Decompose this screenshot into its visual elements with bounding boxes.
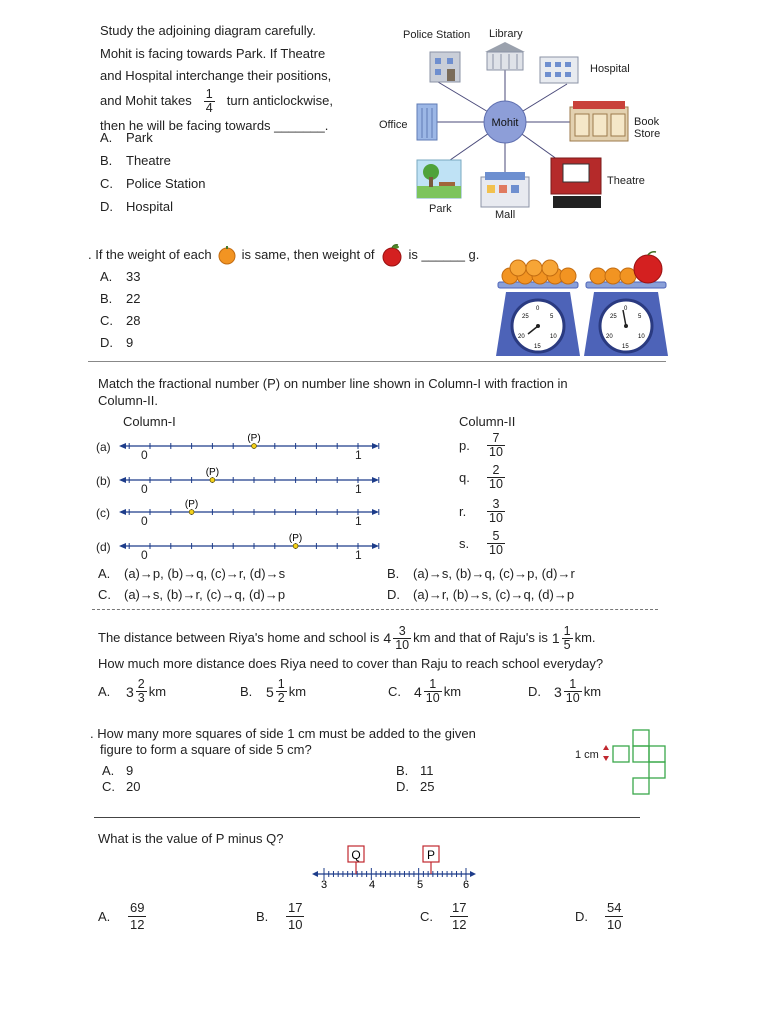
q1-frac-den: 4 (205, 100, 213, 115)
option-letter: B. (396, 763, 409, 778)
side-arrow-icon (603, 745, 609, 761)
frac-den: 5 (563, 638, 571, 652)
frac-den: 12 (452, 917, 467, 932)
q5-line-1: . How many more squares of side 1 cm must be added to the given (90, 726, 476, 741)
divider-2 (92, 609, 658, 610)
right-arrow-icon (372, 509, 379, 515)
q4-option-d[interactable] (528, 678, 601, 705)
column-1-heading: Column-I (123, 414, 176, 429)
option-text: 20 (126, 779, 141, 794)
frac-num: 2 (492, 463, 500, 477)
item-letter: r. (459, 504, 467, 519)
park-icon (417, 160, 461, 198)
q5-option-b[interactable] (396, 763, 434, 778)
divider-3 (94, 817, 640, 818)
frac-den: 10 (425, 691, 440, 705)
q1-option-d[interactable] (100, 199, 173, 214)
q1-line-4-pre: and Mohit takes (100, 92, 192, 108)
q3-option-c[interactable] (98, 587, 286, 602)
mixed-whole: 1 (551, 630, 560, 647)
option-fraction (286, 900, 304, 933)
frac-num: 17 (452, 900, 467, 915)
frac-num: 1 (429, 677, 437, 691)
item-fraction (487, 432, 505, 459)
q1-line-4 (100, 88, 333, 115)
option-letter: D. (396, 779, 409, 794)
q1-text (100, 20, 333, 137)
mixed-fraction (276, 678, 287, 705)
park-label: Park (429, 203, 452, 215)
option-letter: D. (575, 909, 588, 924)
left-arrow-icon (119, 509, 126, 515)
q5-question (90, 726, 476, 758)
right-dial-tick-25: 25 (610, 314, 617, 320)
left-dial-tick-5: 5 (550, 314, 554, 320)
book-store-icon (570, 101, 628, 141)
column-2-item-q (459, 464, 507, 491)
mixed-fraction (562, 625, 573, 652)
option-text: (a)→s, (b)→q, (c)→p, (d)→r (413, 566, 575, 581)
q4-option-b[interactable] (240, 678, 306, 705)
apple-icon (634, 252, 662, 283)
theatre-label: Theatre (607, 175, 645, 187)
left-dial-tick-10: 10 (550, 334, 557, 340)
option-letter: C. (98, 587, 111, 602)
police-station-label: Police Station (403, 29, 471, 41)
option-letter: C. (100, 313, 113, 328)
option-unit: km (583, 684, 602, 699)
library-label: Library (489, 28, 523, 40)
number-line (118, 462, 388, 498)
option-letter: A. (102, 763, 115, 778)
option-letter: B. (256, 909, 269, 924)
row-label: (b) (96, 474, 111, 488)
q3-question (98, 375, 568, 409)
option-letter: B. (240, 684, 253, 699)
option-fraction (450, 900, 468, 933)
q4-line-1 (98, 625, 596, 652)
number-line-zero: 0 (141, 514, 148, 528)
frac-num: 3 (398, 624, 406, 638)
point-p (252, 444, 257, 449)
mixed-whole: 4 (383, 630, 392, 647)
p-marker-label: P (426, 848, 436, 862)
hospital-label: Hospital (590, 63, 630, 75)
theatre-icon (551, 158, 601, 208)
q6-option-b[interactable] (256, 900, 306, 933)
column-2-item-p (459, 432, 507, 459)
option-letter: D. (387, 587, 400, 602)
number-line-one: 1 (355, 514, 362, 528)
point-p (210, 478, 215, 483)
q4-line-2: How much more distance does Riya need to cover than Raju to reach school everyday? (98, 656, 604, 671)
frac-den: 3 (137, 691, 145, 705)
frac-den: 10 (607, 917, 622, 932)
mixed-fraction (136, 678, 147, 705)
option-letter: D. (100, 199, 113, 214)
q5-line-2: figure to form a square of side 5 cm? (100, 742, 312, 757)
number-line (118, 494, 388, 530)
option-letter: A. (100, 130, 113, 145)
q2-text-post: is ______ g. (408, 246, 480, 262)
right-dial-tick-5: 5 (638, 314, 642, 320)
q2-option-d[interactable] (100, 335, 134, 350)
orange-icon (590, 268, 636, 284)
riya-distance (383, 625, 413, 652)
item-fraction (487, 464, 505, 491)
divider-1 (88, 361, 666, 362)
option-letter: B. (100, 291, 113, 306)
number-line (118, 528, 388, 564)
q5-option-d[interactable] (396, 779, 435, 794)
option-letter: D. (100, 335, 113, 350)
left-dial-tick-20: 20 (518, 334, 525, 340)
option-letter: C. (388, 684, 401, 699)
right-arrow-icon (372, 543, 379, 549)
mixed-whole: 5 (266, 683, 274, 700)
frac-num: 17 (288, 900, 303, 915)
frac-den: 10 (489, 543, 503, 557)
orange-icon (502, 260, 576, 284)
mixed-whole: 3 (554, 683, 562, 700)
q1-quarter-fraction (204, 88, 215, 115)
tick-label-6: 6 (462, 879, 470, 891)
left-arrow-icon (119, 543, 126, 549)
row-label: (d) (96, 540, 111, 554)
row-label: (c) (96, 506, 110, 520)
q6-option-c[interactable] (420, 900, 470, 933)
frac-den: 10 (288, 917, 303, 932)
q1-option-a[interactable] (100, 130, 153, 145)
book-store-label-2: Store (634, 128, 661, 140)
q6-option-d[interactable] (575, 900, 625, 933)
option-letter: C. (100, 176, 113, 191)
point-p (189, 510, 194, 515)
item-letter: p. (459, 438, 470, 453)
option-letter: B. (387, 566, 400, 581)
frac-num: 69 (130, 900, 145, 915)
frac-den: 2 (277, 691, 285, 705)
right-dial-tick-15: 15 (622, 344, 629, 350)
mixed-whole: 3 (126, 683, 134, 700)
option-text: Hospital (126, 199, 173, 214)
q6-question: What is the value of P minus Q? (98, 831, 284, 846)
library-icon (485, 42, 525, 70)
number-line-one: 1 (355, 548, 362, 562)
column-2-heading: Column-II (459, 414, 516, 429)
frac-num: 5 (492, 529, 500, 543)
pq-number-line (310, 842, 480, 892)
point-p (293, 544, 298, 549)
option-letter: A. (98, 566, 111, 581)
option-text: 9 (126, 335, 134, 350)
mixed-fraction (424, 678, 442, 705)
hospital-icon (540, 57, 578, 83)
point-p-label: (P) (205, 467, 220, 478)
frac-num: 1 (569, 677, 577, 691)
q1-line-2: Mohit is facing towards Park. If Theatre (100, 45, 326, 61)
right-scale-icon (584, 252, 668, 356)
q5-option-c[interactable] (102, 779, 141, 794)
mall-label: Mall (495, 209, 516, 221)
option-letter: D. (528, 684, 541, 699)
option-text: (a)→r, (b)→s, (c)→q, (d)→p (413, 587, 575, 602)
option-text: 11 (420, 763, 434, 778)
left-dial-tick-25: 25 (522, 314, 529, 320)
raju-distance (552, 625, 575, 652)
option-text: 33 (126, 269, 141, 284)
q-marker-label: Q (351, 848, 361, 862)
mixed-whole: 4 (414, 683, 422, 700)
q6-option-a[interactable] (98, 900, 148, 933)
q5-option-a[interactable] (102, 763, 134, 778)
option-unit: km (288, 684, 307, 699)
book-store-label-1: Book (634, 116, 660, 128)
option-letter: C. (420, 909, 433, 924)
q3-line-1: Match the fractional number (P) on number line shown in Column-I with fraction in (98, 376, 568, 391)
option-text: 22 (126, 291, 141, 306)
orange-icon (216, 245, 238, 265)
number-line-one: 1 (355, 448, 362, 462)
q3-option-d[interactable] (387, 587, 575, 602)
item-letter: q. (459, 470, 470, 485)
item-fraction (487, 530, 505, 557)
option-text: 9 (126, 763, 134, 778)
number-line-zero: 0 (141, 448, 148, 462)
q2-text-pre: . If the weight of each (88, 246, 212, 262)
frac-num: 3 (492, 497, 500, 511)
option-letter: A. (100, 269, 113, 284)
office-label: Office (379, 119, 408, 131)
option-text: Theatre (126, 153, 171, 168)
q1-line-3: and Hospital interchange their positions, (100, 68, 332, 83)
left-dial-tick-0: 0 (536, 306, 540, 312)
option-text: Police Station (126, 176, 206, 191)
right-dial-tick-0: 0 (624, 306, 628, 312)
q1-line-5: then he will be facing towards _______. (100, 117, 329, 133)
q3-option-a[interactable] (98, 566, 286, 581)
number-line (118, 428, 388, 464)
left-dial-tick-15: 15 (534, 344, 541, 350)
tick-label-5: 5 (416, 879, 424, 891)
right-dial-tick-10: 10 (638, 334, 645, 340)
point-p-label: (P) (184, 499, 199, 510)
option-unit: km (443, 684, 462, 699)
office-icon (417, 104, 437, 140)
tick-label-3: 3 (320, 879, 328, 891)
q2-option-b[interactable] (100, 291, 141, 306)
frac-num: 7 (492, 431, 500, 445)
q3-option-b[interactable] (387, 566, 575, 581)
q4-option-c[interactable] (388, 678, 461, 705)
option-text: (a)→s, (b)→r, (c)→q, (d)→p (124, 587, 286, 602)
point-p-label: (P) (247, 433, 261, 444)
q1-option-c[interactable] (100, 176, 206, 191)
frac-den: 10 (489, 511, 503, 525)
right-arrow-icon (372, 477, 379, 483)
frac-den: 10 (489, 445, 503, 459)
option-letter: A. (98, 909, 111, 924)
q1-line-1: Study the adjoining diagram carefully. (100, 23, 316, 38)
weighing-scales (490, 252, 670, 357)
left-arrow-icon (119, 443, 126, 449)
q4-text-mid: km and that of Raju's is (413, 630, 548, 646)
option-text: (a)→p, (b)→q, (c)→r, (d)→s (124, 566, 286, 581)
right-arrow-icon (372, 443, 379, 449)
item-fraction (487, 498, 505, 525)
left-arrow-icon (119, 477, 126, 483)
option-letter: C. (102, 779, 115, 794)
apple-icon (379, 243, 405, 267)
q2-question (88, 243, 479, 267)
option-fraction (128, 900, 146, 933)
option-text: 28 (126, 313, 141, 328)
column-2-item-r (459, 498, 507, 525)
direction-diagram (375, 22, 661, 221)
q1-option-b[interactable] (100, 153, 171, 168)
frac-den: 12 (130, 917, 145, 932)
q1-line-4-post: turn anticlockwise, (226, 92, 333, 108)
q2-option-c[interactable] (100, 313, 141, 328)
left-scale-icon (496, 260, 580, 356)
number-line-one: 1 (355, 482, 362, 496)
option-text: Park (126, 130, 153, 145)
q4-text-pre: The distance between Riya's home and school is (98, 630, 380, 646)
squares-figure (600, 728, 672, 800)
number-line-zero: 0 (141, 548, 148, 562)
q1-frac-num: 1 (205, 86, 213, 101)
tick-label-4: 4 (368, 879, 376, 891)
option-letter: A. (98, 684, 111, 699)
number-line-zero: 0 (141, 482, 148, 496)
row-label: (a) (96, 440, 111, 454)
mixed-fraction (393, 625, 411, 652)
point-p-label: (P) (288, 533, 303, 544)
frac-num: 1 (277, 677, 285, 691)
column-2-item-s (459, 530, 507, 557)
mall-icon (481, 172, 529, 207)
frac-den: 10 (489, 477, 503, 491)
mixed-fraction (564, 678, 582, 705)
police-station-icon (430, 52, 460, 82)
q2-text-mid: is same, then weight of (241, 246, 375, 262)
frac-num: 1 (563, 624, 571, 638)
mohit-label: Mohit (491, 117, 519, 129)
frac-num: 54 (607, 900, 622, 915)
item-letter: s. (459, 536, 470, 551)
right-dial-tick-20: 20 (606, 334, 613, 340)
option-unit: km (148, 684, 167, 699)
frac-num: 2 (137, 677, 145, 691)
q4-text-post: km. (574, 630, 596, 646)
option-fraction (605, 900, 623, 933)
q2-option-a[interactable] (100, 269, 141, 284)
frac-den: 10 (565, 691, 580, 705)
frac-den: 10 (395, 638, 410, 652)
option-text: 25 (420, 779, 435, 794)
side-label: 1 cm (575, 749, 599, 761)
q3-line-2: Column-II. (98, 393, 158, 408)
option-letter: B. (100, 153, 113, 168)
q4-option-a[interactable] (98, 678, 166, 705)
